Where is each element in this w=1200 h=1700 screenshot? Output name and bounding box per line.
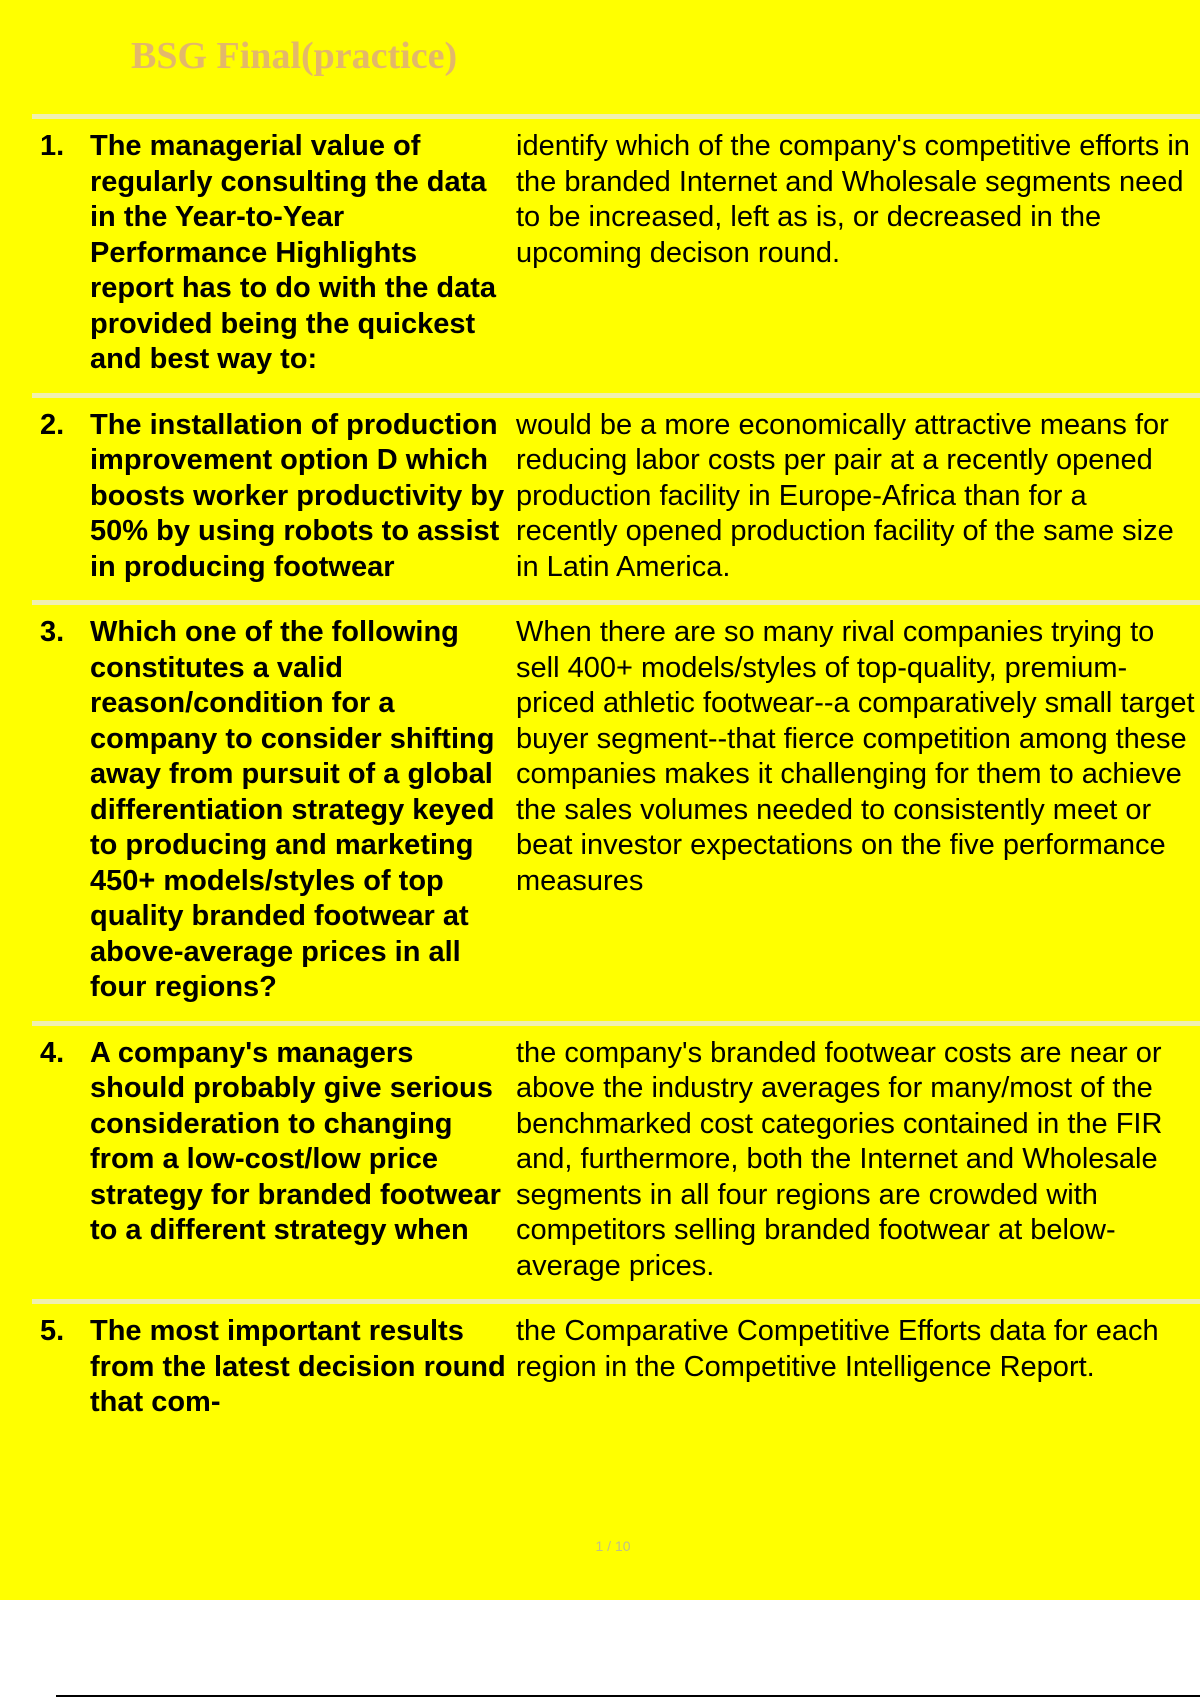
card-definition: identify which of the company's competitive efforts in the branded Internet and Wholesale segments need to be increased, left as is, or decreased in the upcoming decison round. [516,130,1190,269]
card-definition: When there are so many rival companies trying to sell 400+ models/styles of top-quality, premium-priced athletic footwear--a comparatively small target buyer segment--that fierce competition among these companies makes it challenging for them to achieve the sales volumes needed to consistently meet or beat investor expectations on the five performance measures [516,616,1195,897]
card-number: 5. [40,1315,65,1347]
page-indicator: 1 / 10 [595,1538,631,1554]
card-term: The installation of production improvement option D which boosts worker productivity by 50% by using robots to assist in producing footwear [90,408,505,583]
flashcard [32,1299,1200,1421]
card-definition: would be a more economically attractive means for reducing labor costs per pair at a recently opened production facility in Europe-Africa than for a recently opened production facility of the same size in Latin America. [516,408,1174,583]
card-number: 4. [40,1036,65,1069]
card-term: The most important results from the latest decision round that com- [90,1315,506,1418]
card-definition: the company's branded footwear costs are near or above the industry averages for many/most of the benchmarked cost categories contained in the FIR and, furthermore, both the Internet and Wholesale segments in all four regions are crowded with competitors selling branded footwear at below-average prices. [516,1036,1163,1282]
card-number: 2. [40,408,65,441]
card-number: 3. [40,616,65,648]
flashcard [32,600,1200,1021]
flashcard [32,114,1200,393]
card-term: The managerial value of regularly consulting the data in the Year-to-Year Performance Highlights report has to do with the data provided being the quickest and best way to: [90,130,497,375]
flashcard [32,393,1200,601]
card-definition: the Comparative Competitive Efforts data for each region in the Competitive Intelligence Report. [516,1315,1159,1383]
bottom-divider [56,1695,1200,1697]
flashcard-list [32,114,1200,1421]
card-number: 1. [40,130,65,162]
document-title: BSG Final(practice) [131,35,458,77]
card-term: Which one of the following constitutes a valid reason/condition for a company to consider shifting away from pursuit of a global differentiation strategy keyed to producing and marketing 450+ models/styles of top quality branded footwear at above-average prices in all four regions? [90,616,495,1003]
card-term: A company's managers should probably give serious consideration to changing from a low-cost/low price strategy for branded footwear to a different strategy when [90,1036,501,1246]
flashcard [32,1021,1200,1300]
